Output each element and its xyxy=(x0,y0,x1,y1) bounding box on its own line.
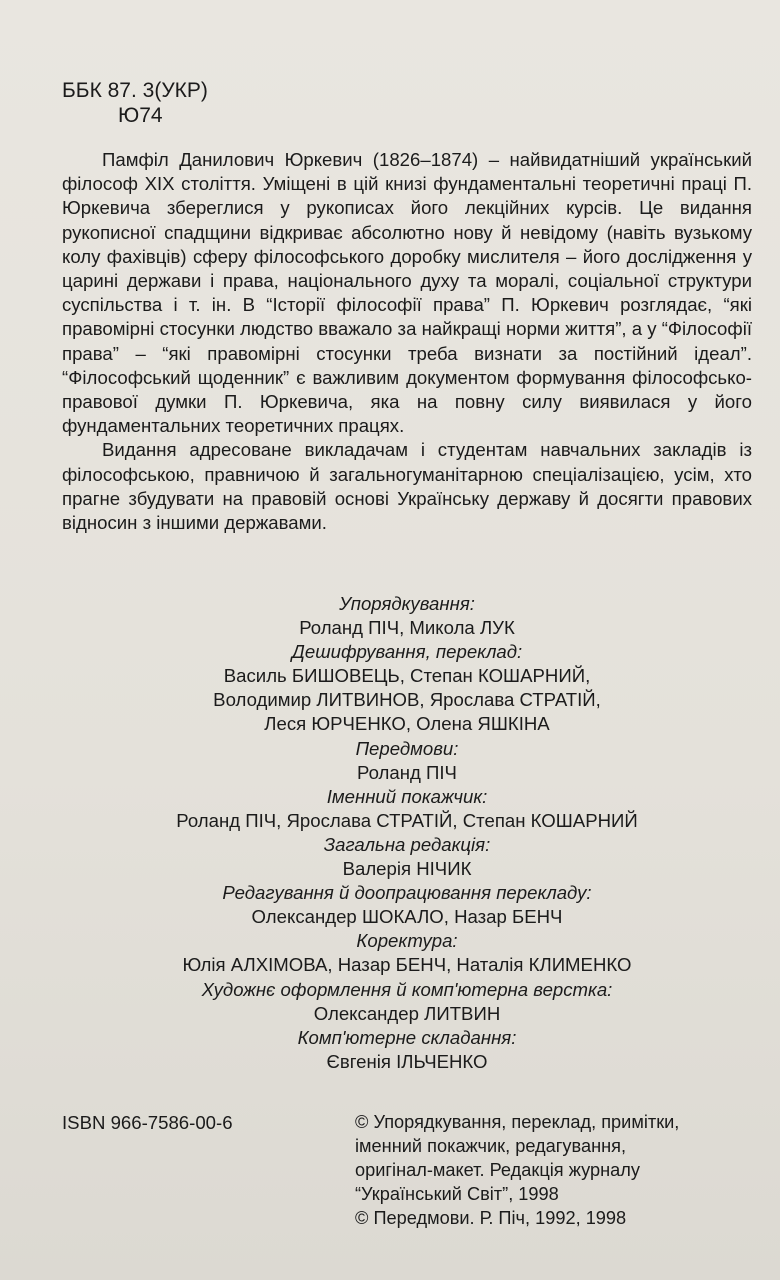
credit-role: Коректура: xyxy=(356,930,458,952)
credit-role: Комп'ютерне складання: xyxy=(297,1026,517,1048)
credit-role: Загальна редакція: xyxy=(323,833,491,855)
credit-names: Василь БИШОВЕЦЬ, Степан КОШАРНИЙ, xyxy=(223,665,591,687)
isbn: ISBN 966-7586-00-6 xyxy=(62,1112,233,1133)
copyright-line: © Передмови. Р. Піч, 1992, 1998 xyxy=(355,1208,627,1228)
credit-role: Художнє оформлення й комп'ютерна верстка: xyxy=(201,978,613,1000)
credit-names: Роланд ПІЧ xyxy=(357,761,457,783)
credit-role: Іменний покажчик: xyxy=(326,785,488,807)
credit-role: Передмови: xyxy=(355,737,459,759)
credit-role: Редагування й доопрацювання перекладу: xyxy=(222,882,592,904)
credit-names: Валерія НІЧИК xyxy=(342,858,472,880)
credit-names: Олександер ЛИТВИН xyxy=(313,1002,501,1024)
copyright-line: “Український Світ”, 1998 xyxy=(355,1184,559,1204)
author-code: Ю74 xyxy=(118,104,163,127)
abstract xyxy=(62,148,752,535)
credits-block xyxy=(62,592,752,1074)
bbk-code: ББК 87. 3(УКР) xyxy=(62,79,208,102)
credit-names: Юлія АЛХІМОВА, Назар БЕНЧ, Наталія КЛИМЕНКО xyxy=(182,954,632,976)
credit-names: Леся ЮРЧЕНКО, Олена ЯШКІНА xyxy=(264,713,550,735)
classification-header xyxy=(62,78,208,128)
copyright-line: © Упорядкування, переклад, примітки, xyxy=(355,1112,680,1132)
abstract-paragraph-1: Памфіл Данилович Юркевич (1826–1874) – найвидатніший український філософ XIX століття. Уміщені в цій книзі фундаментальні теоретичні праці П. Юркевича збереглися у рукописах його лекційних курсів. Це видання рукописної спадщини відкриває абсолютно нову й невідому (навіть вузькому колу фахівців) сферу філософського доробку мислителя – його дослідження у царині держави і права, національного духу та моралі, соціальної структури суспільства і т. ін. В “Історії філософії права” П. Юркевич розглядає, “які правомірні стосунки людство вважало за найкращі норми життя”, а у “Філософії права” – “які правомірні стосунки треба визнати за постійний ідеал”. “Філософський щоденник” є важливим документом формування філософсько-правової думки П. Юркевича, яка на повну силу виявилася у його фундаментальних теоретичних працях. xyxy=(62,149,752,437)
copyright-line: іменний покажчик, редагування, xyxy=(355,1136,627,1156)
copyright-line: оригінал-макет. Редакція журналу xyxy=(355,1160,640,1180)
credit-names: Роланд ПІЧ, Микола ЛУК xyxy=(299,617,515,639)
credit-names: Євгенія ІЛЬЧЕНКО xyxy=(326,1050,488,1072)
credit-names: Роланд ПІЧ, Ярослава СТРАТІЙ, Степан КОШАРНИЙ xyxy=(176,809,638,831)
credit-names: Олександер ШОКАЛО, Назар БЕНЧ xyxy=(251,906,563,928)
abstract-paragraph-2: Видання адресоване викладачам і студентам навчальних закладів із філософською, правничою й загальногуманітарною спеціалізацією, усім, хто прагне збудувати на правовій основі Українську державу й досягти правових відносин з іншими державами. xyxy=(62,439,752,534)
credit-names: Володимир ЛИТВИНОВ, Ярослава СТРАТІЙ, xyxy=(213,689,601,711)
copyright-notice xyxy=(355,1110,755,1230)
credit-role: Дешифрування, переклад: xyxy=(291,641,523,663)
credit-role: Упорядкування: xyxy=(339,593,475,614)
